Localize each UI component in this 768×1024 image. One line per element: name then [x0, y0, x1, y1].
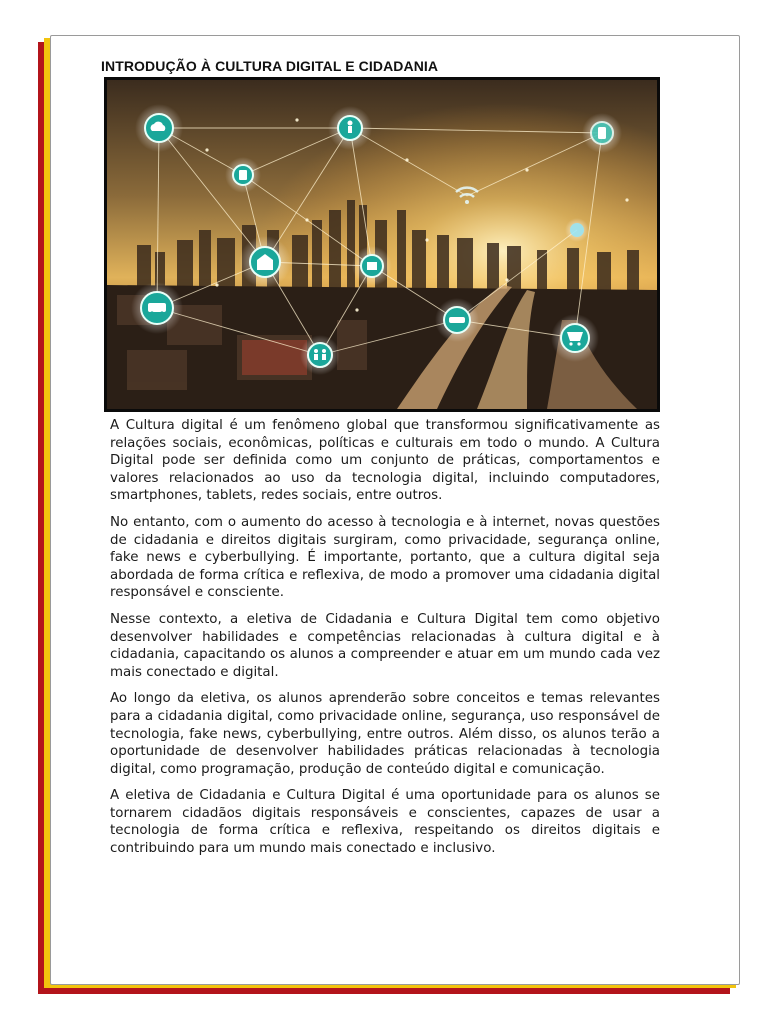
document-page	[50, 35, 740, 985]
phone-node	[582, 113, 622, 153]
paragraph: No entanto, com o aumento do acesso à tecnologia e à internet, novas questões de cidadania e direitos digitais surgiram, como privacidade, segurança online, fake news e cyberbullying. É importante, portanto, que a cultura digital seja abordada de forma crítica e reflexiva, de modo a promover uma cidadania digital responsável e consciente.	[110, 514, 660, 601]
person-node	[328, 106, 372, 150]
phone-icon	[598, 127, 606, 139]
smart-city-illustration	[104, 77, 660, 412]
cloud-node	[135, 104, 183, 152]
cart-node	[551, 314, 599, 362]
car-node	[435, 298, 479, 342]
tablet-node	[225, 157, 261, 193]
car-icon	[449, 317, 465, 323]
bus-node	[131, 282, 183, 334]
body-text	[110, 417, 660, 867]
paragraph: A Cultura digital é um fenômeno global que transformou significativamente as relações sociais, econômicas, políticas e culturais em todo o mundo. A Cultura Digital pode ser definida como um conjunto de práticas, comportamentos e valores relacionados ao uso da tecnologia digital, incluindo computadores, smartphones, tablets, redes sociais, entre outros.	[110, 418, 660, 504]
small-light-node	[565, 218, 589, 242]
smart-city-svg	[107, 80, 657, 409]
person-icon	[348, 121, 353, 134]
people-node	[300, 335, 340, 375]
red-building	[242, 340, 307, 375]
paragraph: Nesse contexto, a eletiva de Cidadania e Cultura Digital tem como objetivo desenvolver habilidades e competências relacionadas à cultura digital e à cidadania, capacitando os alunos a compreender e atuar em um mundo cada vez mais conectado e digital.	[110, 611, 660, 680]
shop-node	[352, 246, 392, 286]
paragraph: A eletiva de Cidadania e Cultura Digital é uma oportunidade para os alunos se tornarem cidadãos digitais responsáveis e conscientes, capazes de usar a tecnologia de forma crítica e reflexiva, respeitando os direitos digitais e contribuindo para um mundo mais conectado e inclusivo.	[110, 788, 660, 857]
building-node	[239, 236, 291, 288]
paragraph: Ao longo da eletiva, os alunos aprenderão sobre conceitos e temas relevantes para a cidadania digital, como privacidade online, segurança, uso responsável de tecnologia, fake news, cyberbullying, entre outros. Além disso, os alunos terão a oportunidade de desenvolver habilidades práticas relacionadas à tecnologia digital, como programação, produção de conteúdo digital e comunicação.	[110, 691, 660, 777]
page-title: INTRODUÇÃO À CULTURA DIGITAL E CIDADANIA	[101, 58, 439, 74]
shop-icon	[367, 262, 377, 270]
